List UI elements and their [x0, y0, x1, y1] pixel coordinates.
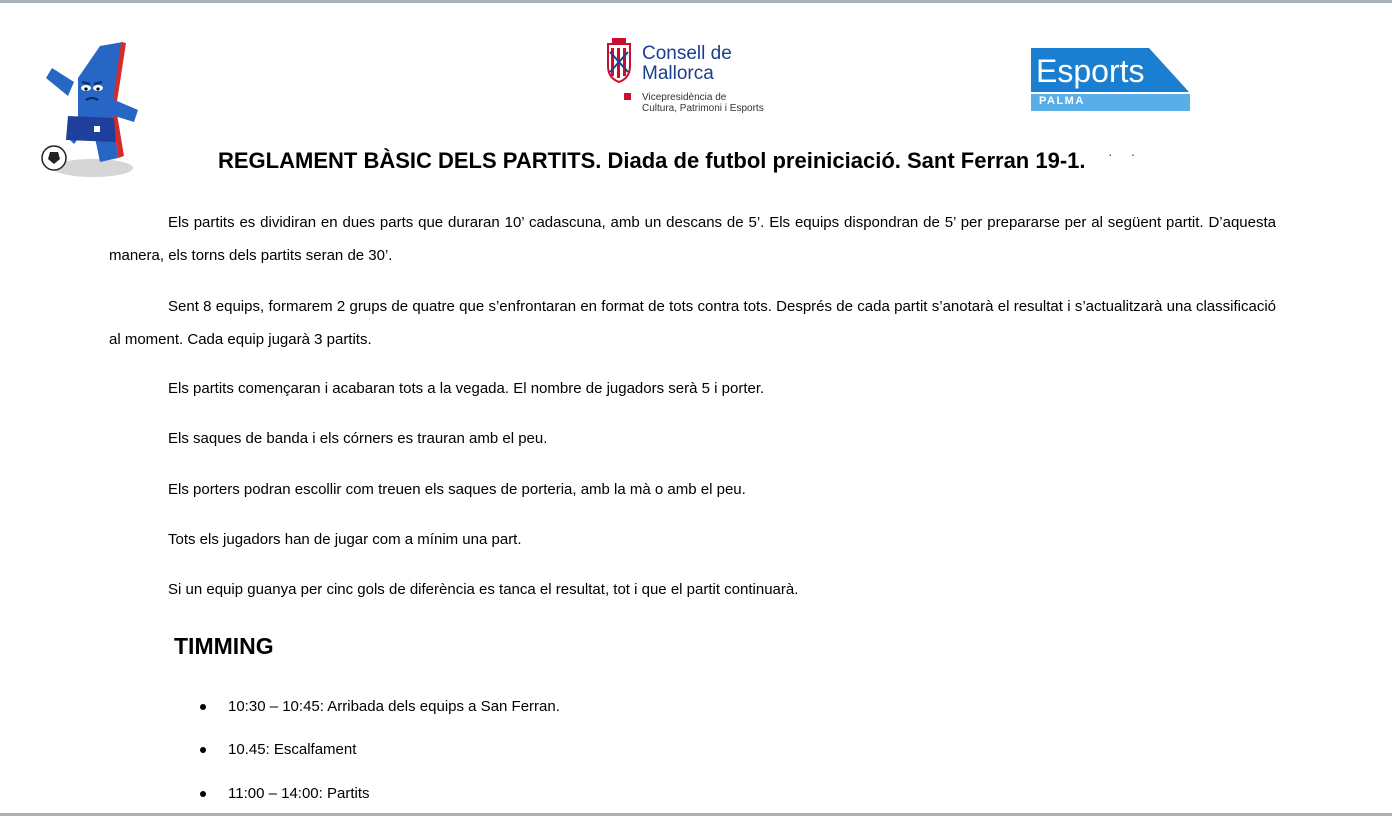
- window-top-border: [0, 0, 1392, 3]
- esports-palma-logo: [1031, 48, 1191, 112]
- consell-name-line1: Consell de: [642, 43, 732, 64]
- esports-title: Esports: [1036, 53, 1145, 89]
- rule-line-5: Si un equip guanya per cinc gols de diferència es tanca el resultat, tot i que el partit continuarà.: [168, 581, 799, 598]
- shield-icon: [602, 38, 636, 84]
- esports-subtitle: PALMA: [1039, 95, 1085, 107]
- consell-red-square: [624, 93, 631, 100]
- consell-de-mallorca-logo: [602, 38, 782, 118]
- paragraph-1: Els partits es dividiran en dues parts que duraran 10’ cadascuna, amb un descans de 5’. Els equips dispondran de 5’ per prepararse per al següent partit. D’aquesta manera, els torns dels partits seran de 30’.: [109, 214, 1276, 264]
- timing-item-text: 10.45: Escalfament: [228, 741, 357, 758]
- timing-item-text: 10:30 – 10:45: Arribada dels equips a San Ferran.: [228, 698, 560, 715]
- bullet-icon: [200, 704, 206, 710]
- rule-line-3: Els porters podran escollir com treuen els saques de porteria, amb la mà o amb el peu.: [168, 481, 746, 498]
- rule-line-4: Tots els jugadors han de jugar com a mínim una part.: [168, 531, 522, 548]
- document-title: REGLAMENT BÀSIC DELS PARTITS. Diada de futbol preiniciació. Sant Ferran 19-1.: [218, 148, 1086, 173]
- bullet-icon: [200, 791, 206, 797]
- paragraph-2: Sent 8 equips, formarem 2 grups de quatre que s’enfrontaran en format de tots contra tots. Després de cada partit s’anotarà el resultat i s’actualitzarà una classificació al moment. Cada equip jugarà 3 partits.: [109, 298, 1276, 348]
- consell-name: [642, 44, 732, 84]
- consell-subtitle: [642, 92, 764, 114]
- consell-name-line2: Mallorca: [642, 63, 714, 84]
- consell-sub-line2: Cultura, Patrimoni i Esports: [642, 103, 764, 114]
- mascot-logo: [38, 38, 148, 180]
- timing-heading: TIMMING: [174, 633, 274, 659]
- rule-line-2: Els saques de banda i els córners es trauran amb el peu.: [168, 430, 548, 447]
- timing-item-text: 11:00 – 14:00: Partits: [228, 785, 370, 802]
- rule-line-1: Els partits començaran i acabaran tots a la vegada. El nombre de jugadors serà 5 i porter.: [168, 380, 765, 397]
- consell-sub-line1: Vicepresidència de: [642, 92, 727, 103]
- bullet-icon: [200, 747, 206, 753]
- title-decoration-dots: ··: [1108, 146, 1154, 162]
